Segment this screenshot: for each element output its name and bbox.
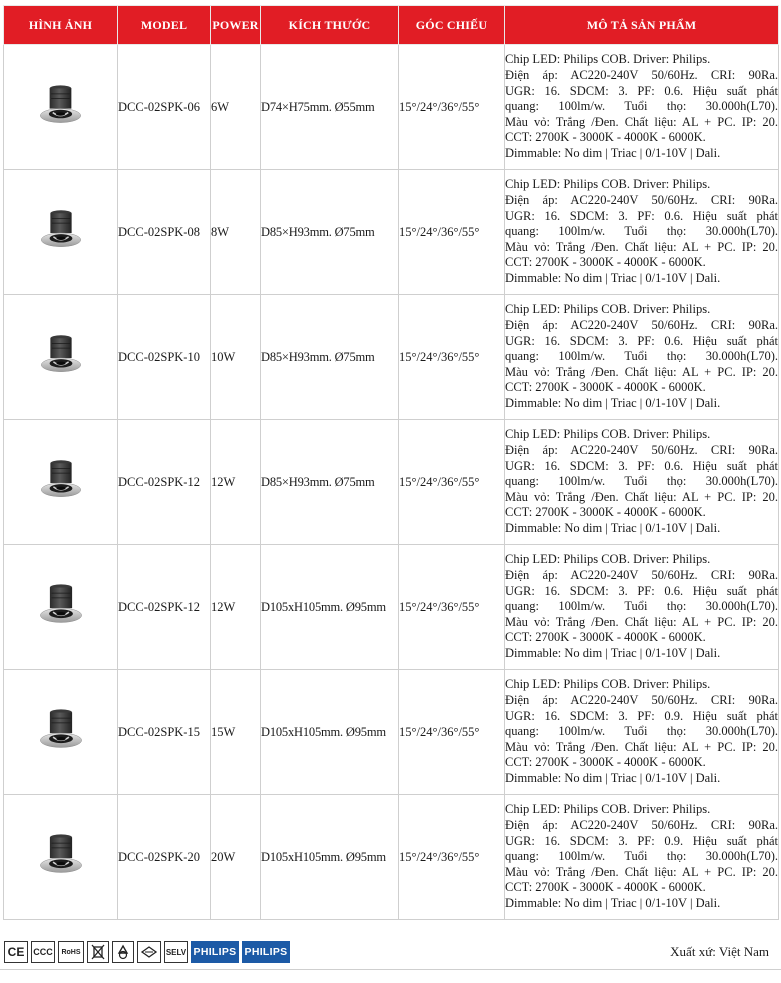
description-line: Điện áp: AC220-240V 50/60Hz. CRI: 90Ra. <box>505 818 778 833</box>
downlight-image <box>37 117 84 131</box>
description-line: CCT: 2700K - 3000K - 4000K - 6000K. <box>505 380 706 395</box>
description-line: Chip LED: Philips COB. Driver: Philips. <box>505 552 711 567</box>
description-cell <box>505 795 779 920</box>
description-line: CCT: 2700K - 3000K - 4000K - 6000K. <box>505 880 706 895</box>
description-line: UGR: 16. SDCM: 3. PF: 0.6. Hiệu suất phát <box>505 333 778 348</box>
selv-mark-icon: SELV <box>164 941 188 963</box>
beam-angle-cell: 15°/24°/36°/55° <box>399 545 505 670</box>
emc-mark-icon <box>137 941 161 963</box>
beam-angle-cell: 15°/24°/36°/55° <box>399 795 505 920</box>
product-spec-table <box>3 5 779 920</box>
power-cell: 8W <box>211 170 261 295</box>
table-row <box>4 45 779 170</box>
description-cell <box>505 670 779 795</box>
table-row <box>4 545 779 670</box>
size-cell: D85×H93mm. Ø75mm <box>261 295 399 420</box>
table-row <box>4 795 779 920</box>
description-cell <box>505 545 779 670</box>
model-cell: DCC-02SPK-06 <box>118 45 211 170</box>
description-cell <box>505 170 779 295</box>
product-image-cell <box>4 670 118 795</box>
beam-angle-cell: 15°/24°/36°/55° <box>399 670 505 795</box>
origin-label: Xuất xứ: Việt Nam <box>670 944 769 959</box>
description-line: CCT: 2700K - 3000K - 4000K - 6000K. <box>505 755 706 770</box>
downlight-image <box>37 617 85 631</box>
size-cell: D85×H93mm. Ø75mm <box>261 420 399 545</box>
product-image-cell <box>4 795 118 920</box>
description-line: Chip LED: Philips COB. Driver: Philips. <box>505 177 711 192</box>
description-line: Điện áp: AC220-240V 50/60Hz. CRI: 90Ra. <box>505 568 778 583</box>
power-cell: 15W <box>211 670 261 795</box>
certification-logos <box>4 941 290 963</box>
power-cell: 20W <box>211 795 261 920</box>
description-line: Chip LED: Philips COB. Driver: Philips. <box>505 802 711 817</box>
downlight-image <box>38 491 84 505</box>
description-line: Dimmable: No dim | Triac | 0/1-10V | Dali. <box>505 270 721 285</box>
product-image-cell <box>4 170 118 295</box>
description-line: Điện áp: AC220-240V 50/60Hz. CRI: 90Ra. <box>505 68 778 83</box>
description-line: quang: 100lm/w. Tuổi thọ: 30.000h(L70). <box>505 474 778 489</box>
description-line: Dimmable: No dim | Triac | 0/1-10V | Dali. <box>505 895 721 910</box>
header-size: KÍCH THƯỚC <box>261 6 399 45</box>
description-line: Điện áp: AC220-240V 50/60Hz. CRI: 90Ra. <box>505 193 778 208</box>
description-line: Màu vỏ: Trắng /Đen. Chất liệu: AL + PC. IP: 20. <box>505 864 778 879</box>
description-line: Chip LED: Philips COB. Driver: Philips. <box>505 302 711 317</box>
product-image-cell <box>4 420 118 545</box>
ce-mark-icon: CE <box>4 941 28 963</box>
weee-bin-icon <box>87 941 109 963</box>
philips-logo-2: PHILIPS <box>242 941 290 963</box>
description-line: CCT: 2700K - 3000K - 4000K - 6000K. <box>505 130 706 145</box>
description-line: UGR: 16. SDCM: 3. PF: 0.6. Hiệu suất phát <box>505 83 778 98</box>
description-line: Màu vỏ: Trắng /Đen. Chất liệu: AL + PC. IP: 20. <box>505 739 778 754</box>
description-line: UGR: 16. SDCM: 3. PF: 0.9. Hiệu suất phát <box>505 833 778 848</box>
description-line: Điện áp: AC220-240V 50/60Hz. CRI: 90Ra. <box>505 443 778 458</box>
description-line: UGR: 16. SDCM: 3. PF: 0.6. Hiệu suất phát <box>505 583 778 598</box>
description-line: quang: 100lm/w. Tuổi thọ: 30.000h(L70). <box>505 99 778 114</box>
description-line: Dimmable: No dim | Triac | 0/1-10V | Dali. <box>505 145 721 160</box>
model-cell: DCC-02SPK-20 <box>118 795 211 920</box>
footer <box>0 933 781 969</box>
description-line: quang: 100lm/w. Tuổi thọ: 30.000h(L70). <box>505 349 778 364</box>
description-line: Dimmable: No dim | Triac | 0/1-10V | Dali. <box>505 645 721 660</box>
description-line: Màu vỏ: Trắng /Đen. Chất liệu: AL + PC. IP: 20. <box>505 489 778 504</box>
ccc-mark-icon: CCC <box>31 941 55 963</box>
header-description: MÔ TẢ SẢN PHẨM <box>505 6 779 45</box>
description-line: UGR: 16. SDCM: 3. PF: 0.6. Hiệu suất phát <box>505 458 778 473</box>
description-line: quang: 100lm/w. Tuổi thọ: 30.000h(L70). <box>505 724 778 739</box>
table-row <box>4 670 779 795</box>
description-line: Chip LED: Philips COB. Driver: Philips. <box>505 52 711 67</box>
header-power: POWER <box>211 6 261 45</box>
table-row <box>4 170 779 295</box>
description-line: Dimmable: No dim | Triac | 0/1-10V | Dali. <box>505 770 721 785</box>
description-line: quang: 100lm/w. Tuổi thọ: 30.000h(L70). <box>505 849 778 864</box>
model-cell: DCC-02SPK-12 <box>118 545 211 670</box>
power-cell: 10W <box>211 295 261 420</box>
description-line: UGR: 16. SDCM: 3. PF: 0.6. Hiệu suất phát <box>505 208 778 223</box>
description-line: CCT: 2700K - 3000K - 4000K - 6000K. <box>505 505 706 520</box>
size-cell: D105xH105mm. Ø95mm <box>261 795 399 920</box>
header-image: HÌNH ẢNH <box>4 6 118 45</box>
description-line: Màu vỏ: Trắng /Đen. Chất liệu: AL + PC. IP: 20. <box>505 364 778 379</box>
header-angle: GÓC CHIẾU <box>399 6 505 45</box>
downlight-image <box>37 867 85 881</box>
rohs-mark-icon: RoHS <box>58 941 84 963</box>
size-cell: D85×H93mm. Ø75mm <box>261 170 399 295</box>
description-line: CCT: 2700K - 3000K - 4000K - 6000K. <box>505 630 706 645</box>
downlight-image <box>37 742 85 756</box>
description-line: Chip LED: Philips COB. Driver: Philips. <box>505 677 711 692</box>
description-line: quang: 100lm/w. Tuổi thọ: 30.000h(L70). <box>505 599 778 614</box>
description-line: Điện áp: AC220-240V 50/60Hz. CRI: 90Ra. <box>505 318 778 333</box>
product-image-cell <box>4 295 118 420</box>
size-cell: D105xH105mm. Ø95mm <box>261 670 399 795</box>
model-cell: DCC-02SPK-15 <box>118 670 211 795</box>
size-cell: D105xH105mm. Ø95mm <box>261 545 399 670</box>
header-model: MODEL <box>118 6 211 45</box>
power-cell: 6W <box>211 45 261 170</box>
description-line: Màu vỏ: Trắng /Đen. Chất liệu: AL + PC. IP: 20. <box>505 614 778 629</box>
description-cell <box>505 45 779 170</box>
footer-divider <box>0 969 781 970</box>
model-cell: DCC-02SPK-08 <box>118 170 211 295</box>
description-line: Chip LED: Philips COB. Driver: Philips. <box>505 427 711 442</box>
description-line: Điện áp: AC220-240V 50/60Hz. CRI: 90Ra. <box>505 693 778 708</box>
beam-angle-cell: 15°/24°/36°/55° <box>399 295 505 420</box>
description-line: Màu vỏ: Trắng /Đen. Chất liệu: AL + PC. IP: 20. <box>505 239 778 254</box>
table-header-row <box>4 6 779 45</box>
model-cell: DCC-02SPK-10 <box>118 295 211 420</box>
downlight-image <box>38 366 84 380</box>
beam-angle-cell: 15°/24°/36°/55° <box>399 420 505 545</box>
description-line: quang: 100lm/w. Tuổi thọ: 30.000h(L70). <box>505 224 778 239</box>
description-line: Dimmable: No dim | Triac | 0/1-10V | Dali. <box>505 520 721 535</box>
downlight-image <box>38 241 84 255</box>
table-row <box>4 295 779 420</box>
model-cell: DCC-02SPK-12 <box>118 420 211 545</box>
product-image-cell <box>4 45 118 170</box>
table-row <box>4 420 779 545</box>
product-image-cell <box>4 545 118 670</box>
description-line: Dimmable: No dim | Triac | 0/1-10V | Dali. <box>505 395 721 410</box>
beam-angle-cell: 15°/24°/36°/55° <box>399 170 505 295</box>
power-cell: 12W <box>211 545 261 670</box>
description-line: CCT: 2700K - 3000K - 4000K - 6000K. <box>505 255 706 270</box>
description-cell <box>505 420 779 545</box>
beam-angle-cell: 15°/24°/36°/55° <box>399 45 505 170</box>
power-cell: 12W <box>211 420 261 545</box>
description-line: Màu vỏ: Trắng /Đen. Chất liệu: AL + PC. IP: 20. <box>505 114 778 129</box>
philips-logo-1: PHILIPS <box>191 941 239 963</box>
description-cell <box>505 295 779 420</box>
recycle-icon <box>112 941 134 963</box>
description-line: UGR: 16. SDCM: 3. PF: 0.9. Hiệu suất phát <box>505 708 778 723</box>
size-cell: D74×H75mm. Ø55mm <box>261 45 399 170</box>
